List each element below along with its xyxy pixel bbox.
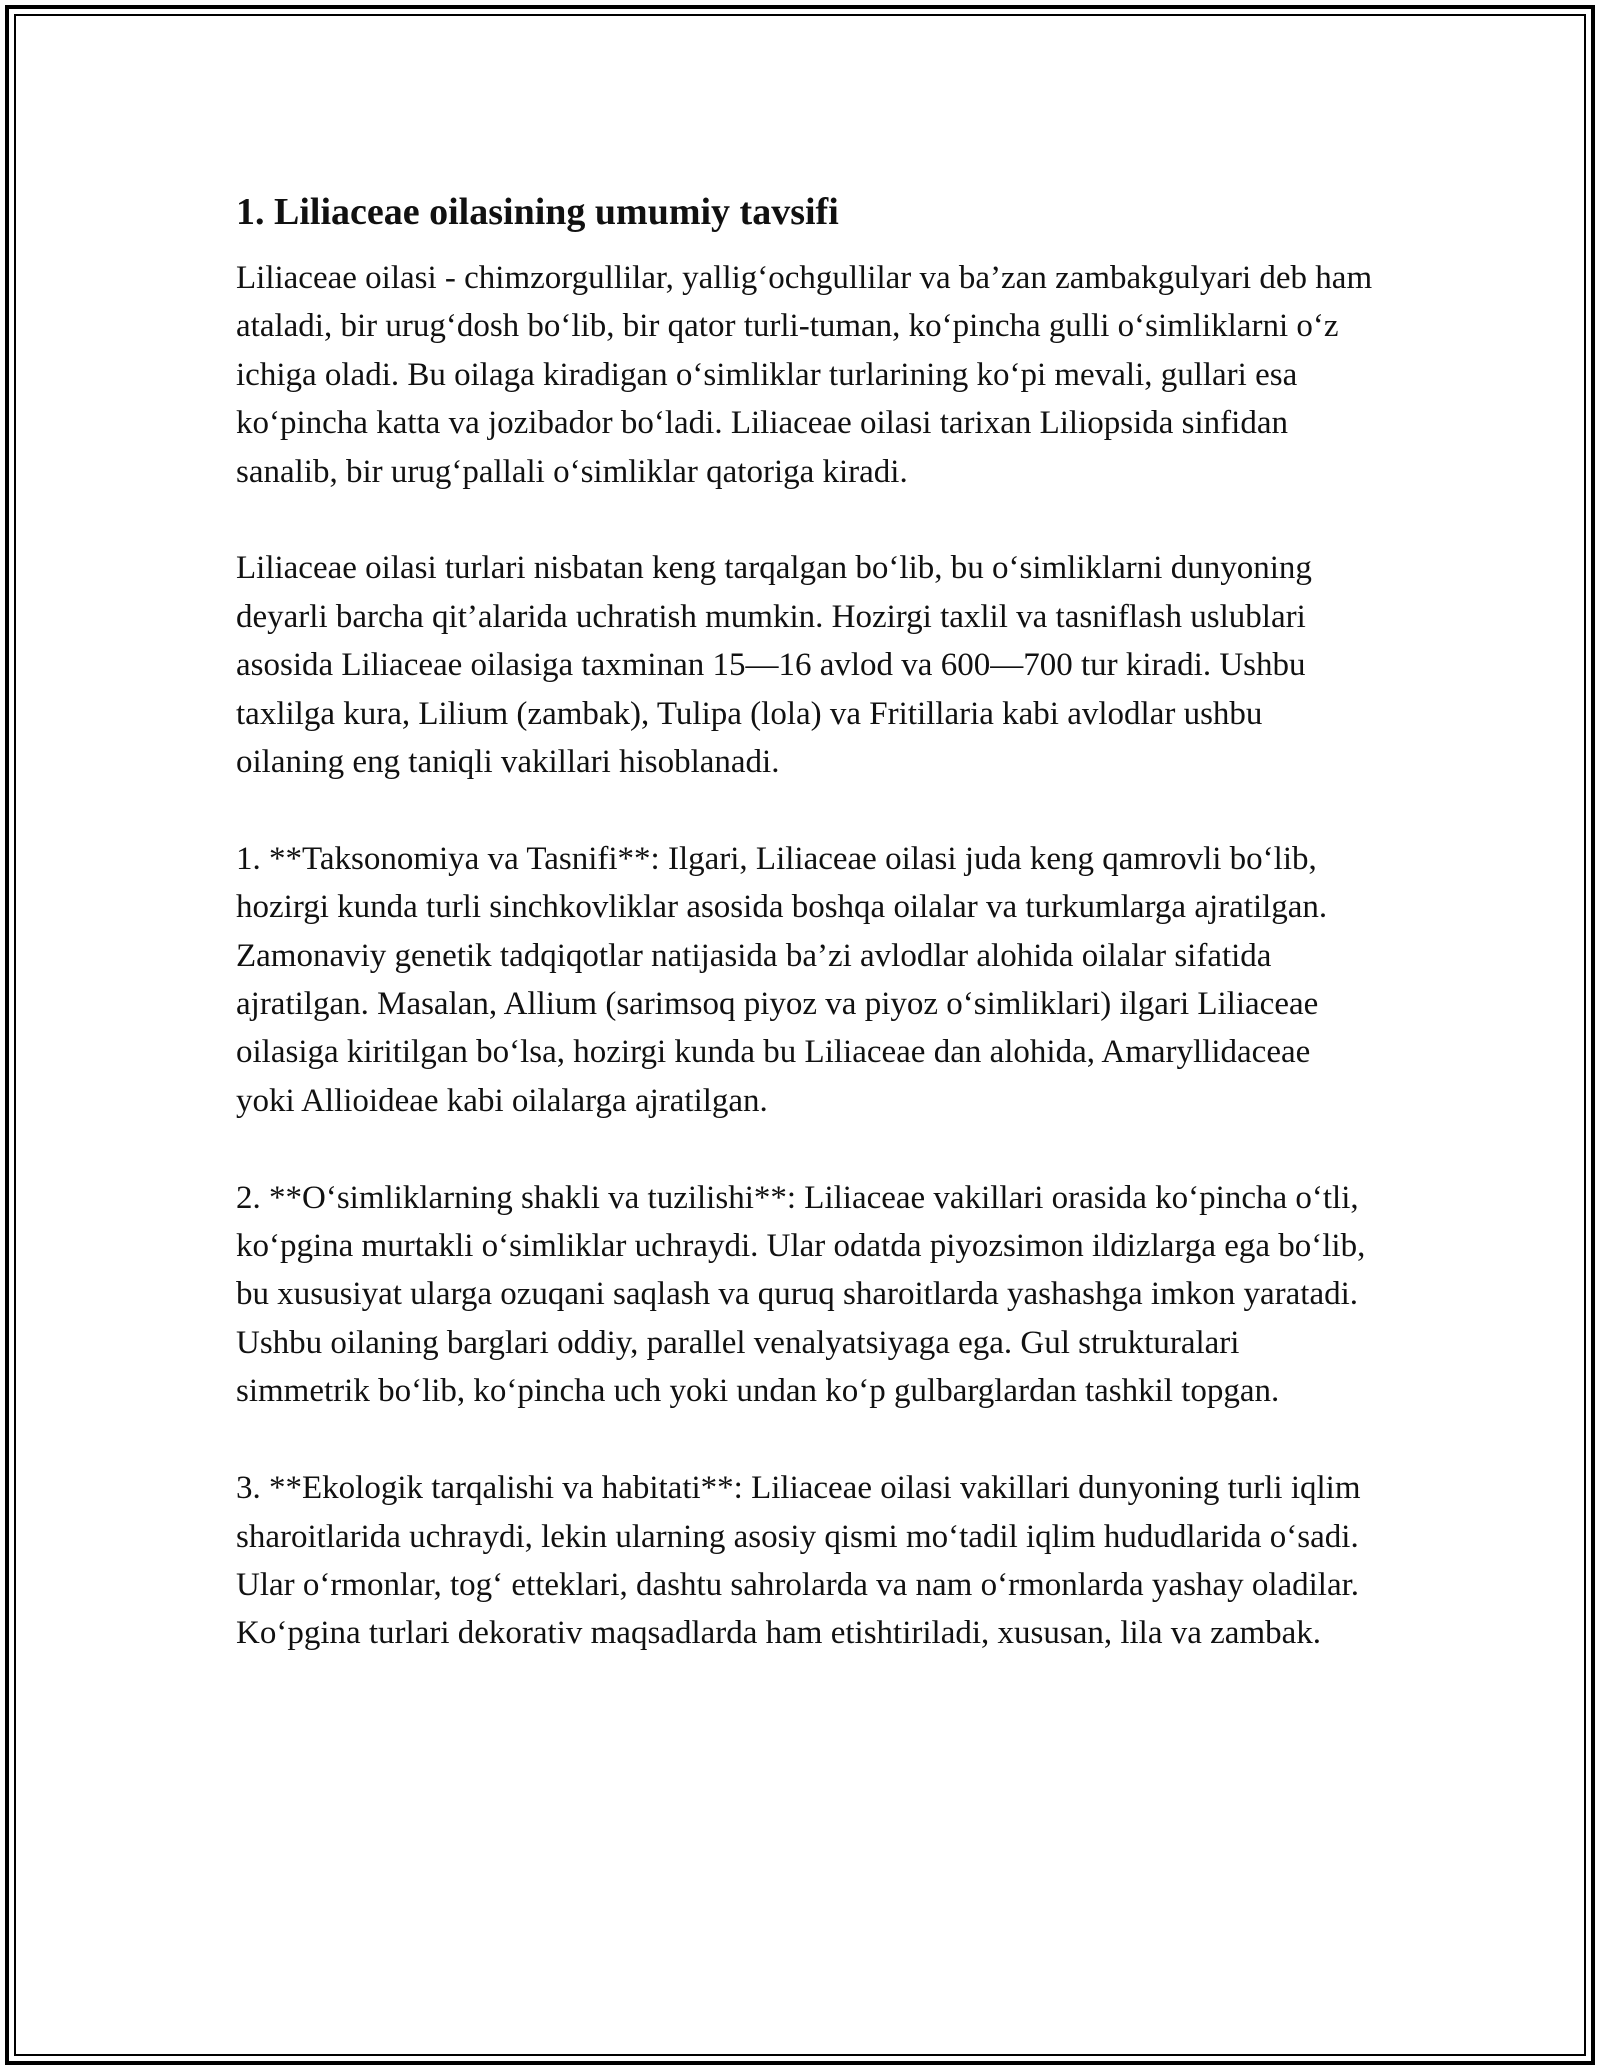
document-body [236, 188, 1376, 1658]
paragraph-taxonomy: 1. **Taksonomiya va Tasnifi**: Ilgari, Liliaceae oilasi juda keng qamrovli bo‘lib, hozirgi kunda turli sinchkovliklar asosida boshqa oilalar va turkumlarga ajratilgan. Zamonaviy genetik tadqiqotlar natijasida ba’zi avlodlar alohida oilalar sifatida ajratilgan. Masalan, Allium (sarimsoq piyoz va piyoz o‘simliklari) ilgari Liliaceae oilasiga kiritilgan bo‘lsa, hozirgi kunda bu Liliaceae dan alohida, Amaryllidaceae yoki Allioideae kabi oilalarga ajratilgan. [236, 840, 1328, 1119]
document-title: 1. Liliaceae oilasining umumiy tavsifi [236, 191, 839, 233]
paragraph-ecology: 3. **Ekologik tarqalishi va habitati**: Liliaceae oilasi vakillari dunyoning turli iqlim sharoitlarida uchraydi, lekin ularning asosiy qismi mo‘tadil iqlim hududlarida o‘sadi. Ular o‘rmonlar, tog‘ etteklari, dashtu sahrolarda va nam o‘rmonlarda yashay oladilar. Ko‘pgina turlari dekorativ maqsadlarda ham etishtiriladi, xususan, lila va zambak. [236, 1470, 1361, 1652]
paragraph-intro: Liliaceae oilasi - chimzorgullilar, yallig‘ochgullilar va ba’zan zambakgulyari deb ham ataladi, bir urug‘dosh bo‘lib, bir qator turli-tuman, ko‘pincha gulli o‘simliklarni o‘z ichiga oladi. Bu oilaga kiradigan o‘simliklar turlarining ko‘pi mevali, gullari esa ko‘pincha katta va jozibador bo‘ladi. Liliaceae oilasi tarixan Liliopsida sinfidan sanalib, bir urug‘pallali o‘simliklar qatoriga kiradi. [236, 260, 1373, 490]
paragraph-morphology: 2. **O‘simliklarning shakli va tuzilishi**: Liliaceae vakillari orasida ko‘pincha o‘tli, ko‘pgina murtakli o‘simliklar uchraydi. Ular odatda piyozsimon ildizlarga ega bo‘lib, bu xususiyat ularga ozuqani saqlash va quruq sharoitlarda yashashga imkon yaratadi. Ushbu oilaning barglari oddiy, parallel venalyatsiyaga ega. Gul strukturalari simmetrik bo‘lib, ko‘pincha uch yoki undan ko‘p gulbarglardan tashkil topgan. [236, 1179, 1366, 1410]
paragraph-distribution: Liliaceae oilasi turlari nisbatan keng tarqalgan bo‘lib, bu o‘simliklarni dunyoning deyarli barcha qit’alarida uchratish mumkin. Hozirgi taxlil va tasniflash uslublari asosida Liliaceae oilasiga taxminan 15—16 avlod va 600—700 tur kiradi. Ushbu taxlilga kura, Lilium (zambak), Tulipa (lola) va Fritillaria kabi avlodlar ushbu oilaning eng taniqli vakillari hisoblanadi. [236, 550, 1312, 781]
